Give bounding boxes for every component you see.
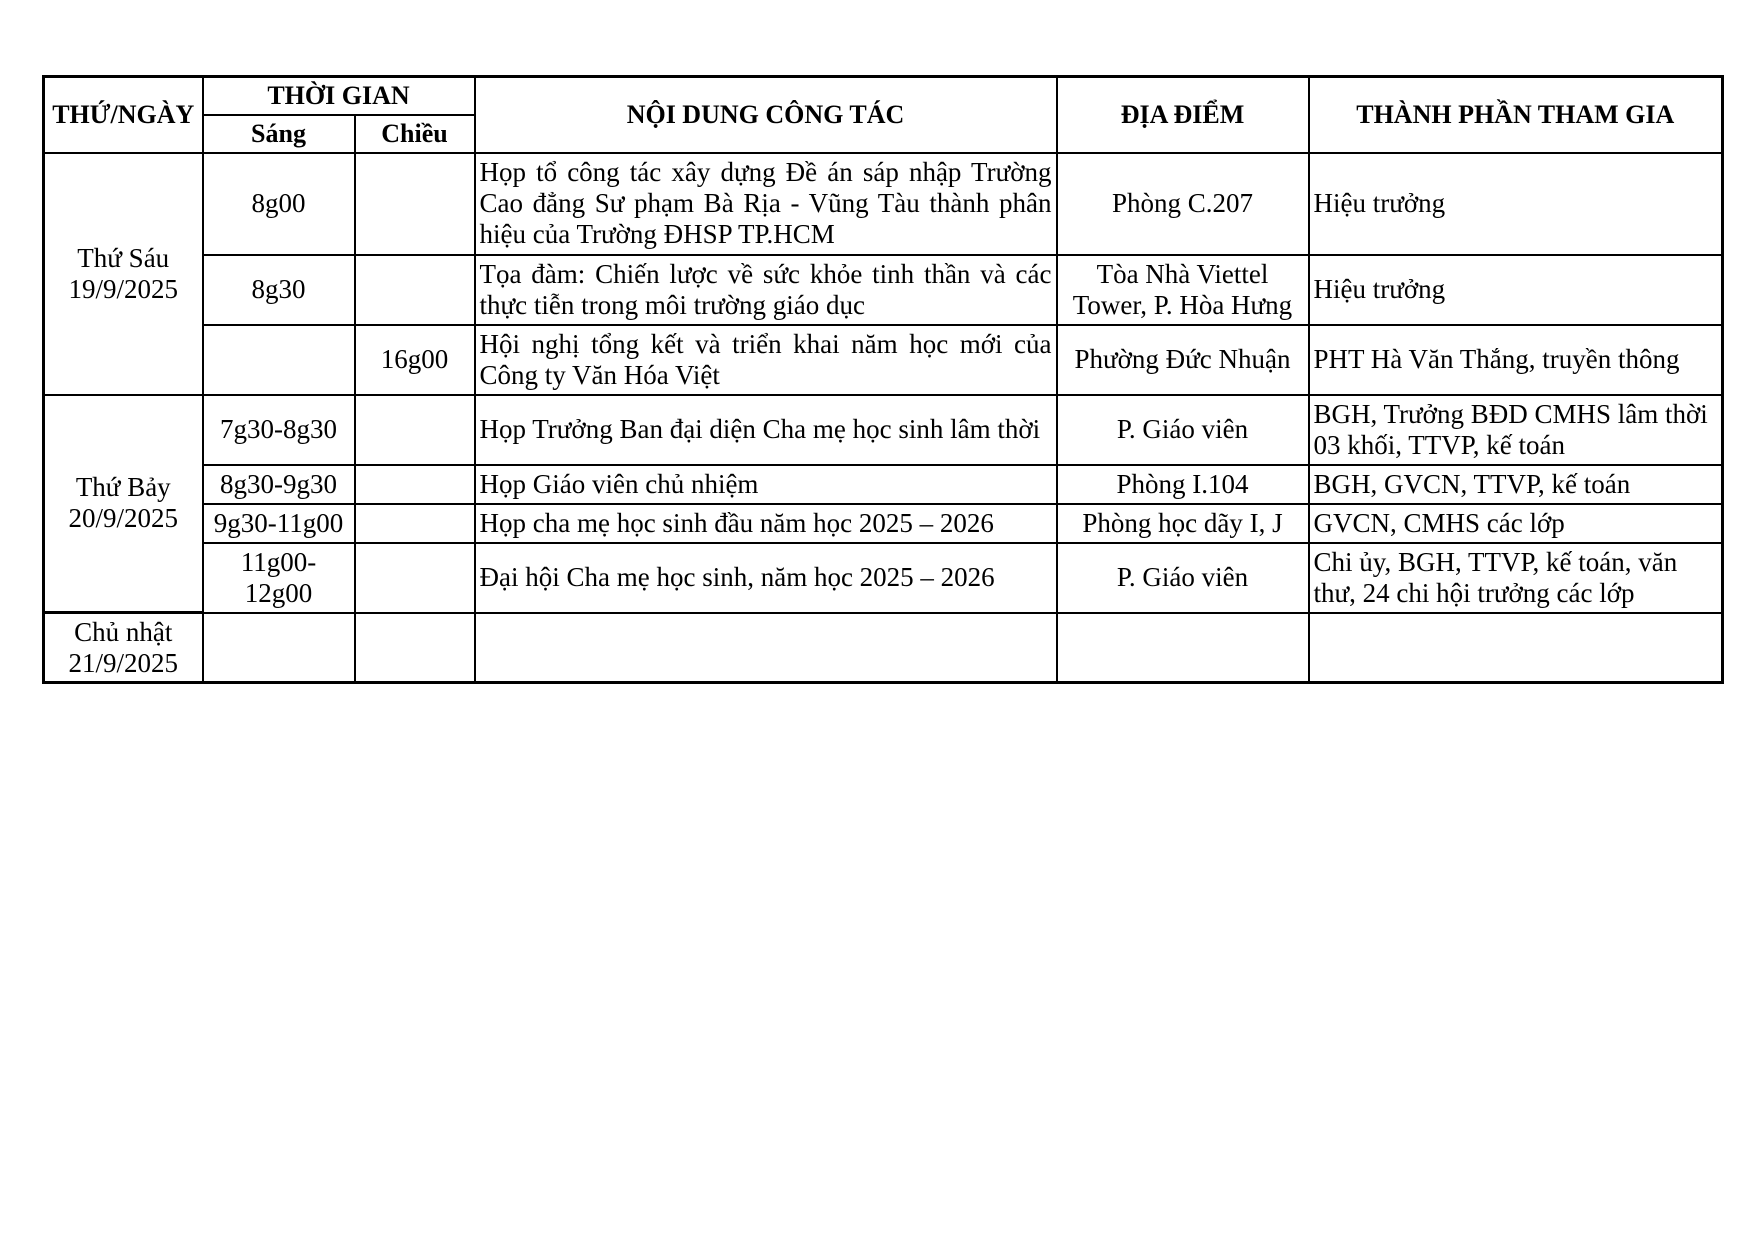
content-cell: Đại hội Cha mẹ học sinh, năm học 2025 – 2026 — [475, 543, 1057, 613]
morning-cell: 9g30-11g00 — [203, 504, 355, 543]
table-row — [44, 153, 1723, 255]
header-location: ĐỊA ĐIỂM — [1057, 77, 1309, 153]
content-cell: Họp Giáo viên chủ nhiệm — [475, 465, 1057, 504]
day-cell — [44, 613, 203, 683]
header-afternoon: Chiều — [355, 115, 475, 153]
afternoon-cell — [355, 395, 475, 465]
location-cell: Phường Đức Nhuận — [1057, 325, 1309, 395]
day-date: 21/9/2025 — [68, 647, 178, 678]
day-cell — [44, 153, 203, 395]
table-header — [44, 77, 1723, 153]
content-cell: Họp cha mẹ học sinh đầu năm học 2025 – 2026 — [475, 504, 1057, 543]
afternoon-cell — [355, 613, 475, 683]
afternoon-cell — [355, 465, 475, 504]
header-participants: THÀNH PHẦN THAM GIA — [1309, 77, 1723, 153]
location-cell: Phòng I.104 — [1057, 465, 1309, 504]
table-row — [44, 395, 1723, 465]
day-cell — [44, 395, 203, 613]
header-morning: Sáng — [203, 115, 355, 153]
table-row — [44, 613, 1723, 683]
content-cell — [475, 613, 1057, 683]
table-row — [44, 543, 1723, 613]
afternoon-cell — [355, 543, 475, 613]
content-cell: Họp Trưởng Ban đại diện Cha mẹ học sinh lâm thời — [475, 395, 1057, 465]
morning-cell: 7g30-8g30 — [203, 395, 355, 465]
table-row — [44, 465, 1723, 504]
content-cell: Hội nghị tổng kết và triển khai năm học mới của Công ty Văn Hóa Việt — [475, 325, 1057, 395]
morning-cell: 8g30 — [203, 255, 355, 325]
morning-cell — [203, 613, 355, 683]
table-row — [44, 255, 1723, 325]
morning-cell: 11g00-12g00 — [203, 543, 355, 613]
participants-cell: BGH, GVCN, TTVP, kế toán — [1309, 465, 1723, 504]
participants-cell: Chi ủy, BGH, TTVP, kế toán, văn thư, 24 chi hội trưởng các lớp — [1309, 543, 1723, 613]
location-cell: Phòng học dãy I, J — [1057, 504, 1309, 543]
schedule-table — [42, 75, 1724, 684]
day-label: Thứ Bảy — [75, 472, 171, 503]
participants-cell: BGH, Trưởng BĐD CMHS lâm thời 03 khối, TTVP, kế toán — [1309, 395, 1723, 465]
day-date: 19/9/2025 — [68, 273, 178, 304]
header-content: NỘI DUNG CÔNG TÁC — [475, 77, 1057, 153]
location-cell: Tòa Nhà Viettel Tower, P. Hòa Hưng — [1057, 255, 1309, 325]
header-time: THỜI GIAN — [203, 77, 475, 115]
afternoon-cell — [355, 153, 475, 255]
day-date: 20/9/2025 — [68, 503, 178, 534]
location-cell: P. Giáo viên — [1057, 395, 1309, 465]
afternoon-cell — [355, 255, 475, 325]
day-label: Chủ nhật — [74, 616, 173, 647]
morning-cell: 8g00 — [203, 153, 355, 255]
location-cell: P. Giáo viên — [1057, 543, 1309, 613]
morning-cell — [203, 325, 355, 395]
morning-cell: 8g30-9g30 — [203, 465, 355, 504]
location-cell: Phòng C.207 — [1057, 153, 1309, 255]
content-cell: Tọa đàm: Chiến lược về sức khỏe tinh thần và các thực tiễn trong môi trường giáo dục — [475, 255, 1057, 325]
content-cell: Họp tổ công tác xây dựng Đề án sáp nhập Trường Cao đẳng Sư phạm Bà Rịa - Vũng Tàu thành phân hiệu của Trường ĐHSP TP.HCM — [475, 153, 1057, 255]
participants-cell — [1309, 613, 1723, 683]
participants-cell: Hiệu trưởng — [1309, 255, 1723, 325]
table-row — [44, 504, 1723, 543]
day-label: Thứ Sáu — [77, 242, 170, 273]
participants-cell: GVCN, CMHS các lớp — [1309, 504, 1723, 543]
participants-cell: Hiệu trưởng — [1309, 153, 1723, 255]
table-row — [44, 325, 1723, 395]
table-body — [44, 153, 1723, 683]
header-day: THỨ/NGÀY — [44, 77, 203, 153]
participants-cell: PHT Hà Văn Thắng, truyền thông — [1309, 325, 1723, 395]
location-cell — [1057, 613, 1309, 683]
afternoon-cell — [355, 504, 475, 543]
afternoon-cell: 16g00 — [355, 325, 475, 395]
